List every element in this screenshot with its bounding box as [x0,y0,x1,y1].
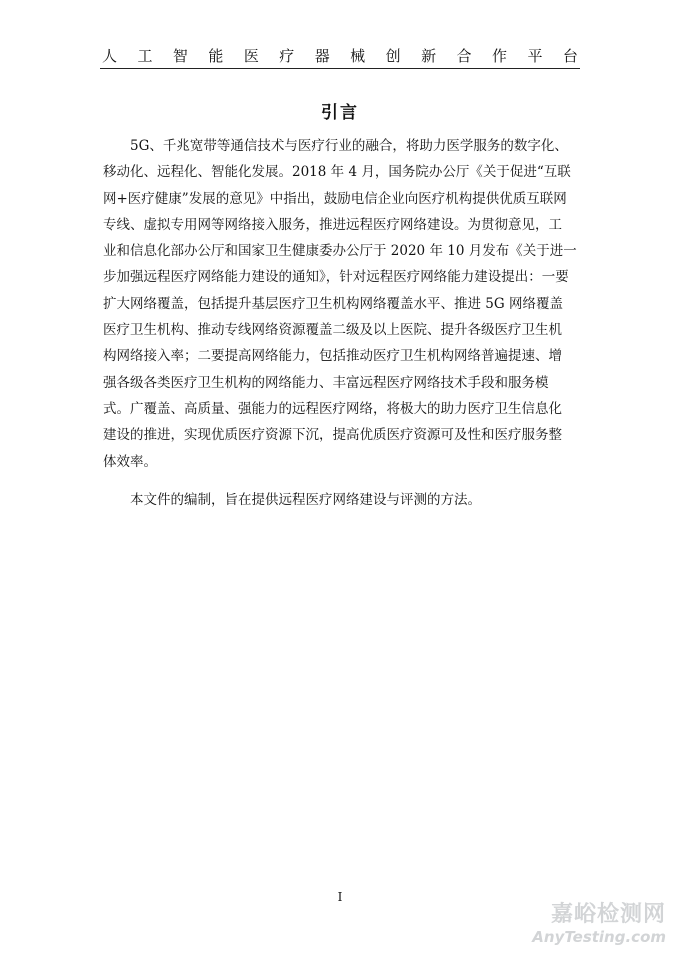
header-char: 能 [208,47,224,65]
header-char: 器 [314,47,330,65]
paragraph [103,133,579,475]
text-line: 医疗卫生机构、推动专线网络资源覆盖二级及以上医院、提升各级医疗卫生机 [103,322,562,339]
text-line: 本文件的编制，旨在提供远程医疗网络建设与评测的方法。 [130,491,481,508]
header-char: 创 [385,47,401,65]
header-char: 疗 [279,47,295,65]
header-char: 平 [527,47,543,65]
text-line: 业和信息化部办公厅和国家卫生健康委办公厅于 2020 年 10 月发布《关于进一 [103,243,577,260]
text-line: 网+医疗健康”发展的意见》中指出，鼓励电信企业向医疗机构提供优质互联网 [103,190,567,207]
header-char: 人 [102,47,118,65]
running-header [102,46,578,66]
text-line: 式。广覆盖、高质量、强能力的远程医疗网络，将极大的助力医疗卫生信息化 [103,400,562,417]
text-line: 强各级各类医疗卫生机构的网络能力、丰富远程医疗网络技术手段和服务模 [103,374,549,391]
header-char: 械 [350,47,366,65]
header-char: 台 [562,47,578,65]
text-line: 移动化、远程化、智能化发展。2018 年 4 月，国务院办公厅《关于促进“互联 [103,164,571,181]
header-char: 工 [137,47,153,65]
section-title: 引言 [321,103,359,123]
watermark-en-text: AnyTesting.com [532,928,666,946]
text-line: 构网络接入率；二要提高网络能力，包括推动医疗卫生机构网络普遍提速、增 [103,348,562,365]
text-line: 体效率。 [103,453,157,470]
text-line: 专线、虚拟专用网等网络接入服务，推进远程医疗网络建设。为贯彻意见，工 [103,216,562,233]
text-line: 5G、千兆宽带等通信技术与医疗行业的融合，将助力医学服务的数字化、 [130,138,568,154]
header-char: 医 [243,47,259,65]
body-text [103,133,579,513]
watermark-cn-text: 嘉峪检测网 [550,902,666,927]
watermark-logo [496,902,666,946]
paragraph-spacer [103,475,579,487]
header-char: 新 [421,47,437,65]
text-line: 扩大网络覆盖，包括提升基层医疗卫生机构网络覆盖水平、推进 5G 网络覆盖 [103,295,563,312]
header-char: 合 [456,47,472,65]
paragraph [103,487,579,513]
header-divider [100,68,580,69]
header-char: 智 [172,47,188,65]
page-number: I [337,890,343,904]
text-line: 建设的推进，实现优质医疗资源下沉，提高优质医疗资源可及性和医疗服务整 [103,427,562,444]
text-line: 步加强远程医疗网络能力建设的通知》，针对远程医疗网络能力建设提出：一要 [103,269,569,286]
header-char: 作 [491,47,507,65]
